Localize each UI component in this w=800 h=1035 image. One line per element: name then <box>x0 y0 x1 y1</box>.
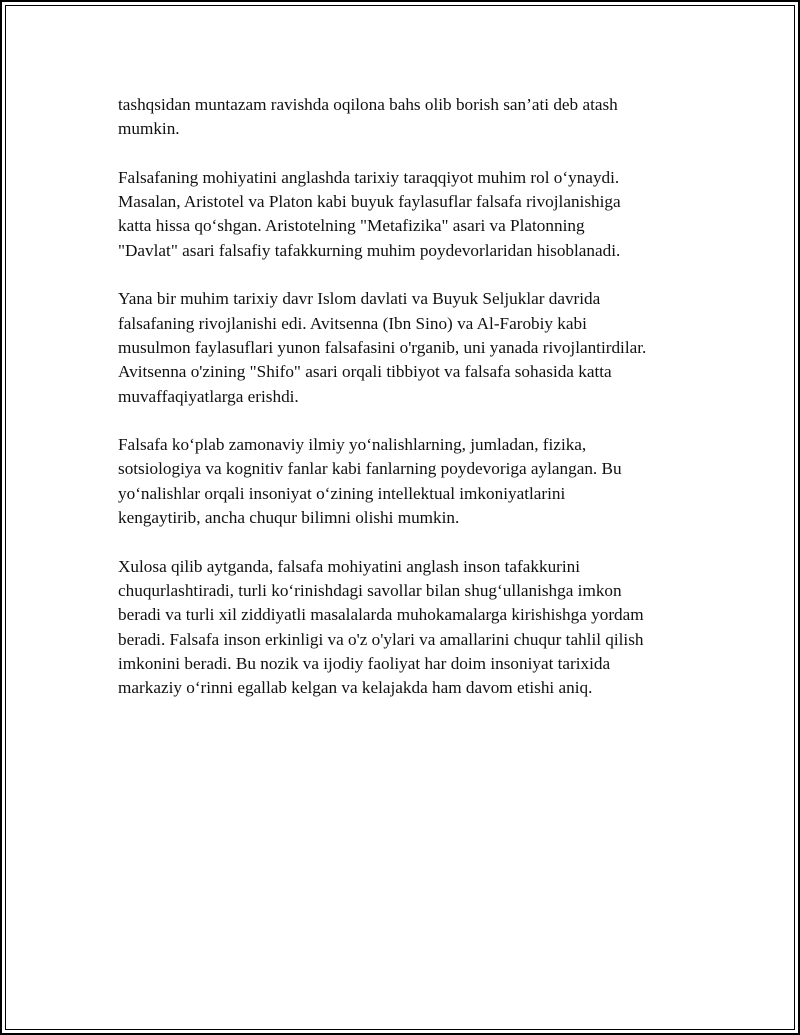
paragraph-1 <box>118 93 708 142</box>
text-line: musulmon faylasuflari yunon falsafasini o'rganib, uni yanada rivojlantirdilar. <box>118 337 647 357</box>
text-line: Falsafa ko‘plab zamonaviy ilmiy yo‘nalishlarning, jumladan, fizika, <box>118 435 587 455</box>
paragraph-4 <box>118 433 708 530</box>
text-line: chuqurlashtiradi, turli ko‘rinishdagi savollar bilan shug‘ullanishga imkon <box>118 580 622 600</box>
text-line: yo‘nalishlar orqali insoniyat o‘zining intellektual imkoniyatlarini <box>118 483 566 503</box>
text-line: beradi. Falsafa inson erkinligi va o'z o'ylari va amallarini chuqur tahlil qilish <box>118 629 644 649</box>
text-line: beradi va turli xil ziddiyatli masalalarda muhokamalarga kirishishga yordam <box>118 605 644 625</box>
text-line: imkonini beradi. Bu nozik va ijodiy faoliyat har doim insoniyat tarixida <box>118 653 611 673</box>
text-line: markaziy o‘rinni egallab kelgan va kelajakda ham davom etishi aniq. <box>118 678 593 698</box>
text-line: Avitsenna o'zining "Shifo" asari orqali tibbiyot va falsafa sohasida katta <box>118 362 612 382</box>
paragraph-5 <box>118 555 708 701</box>
paragraph-2 <box>118 166 708 263</box>
text-line: falsafaning rivojlanishi edi. Avitsenna (Ibn Sino) va Al-Farobiy kabi <box>118 313 587 333</box>
text-line: sotsiologiya va kognitiv fanlar kabi fanlarning poydevoriga aylangan. Bu <box>118 459 622 479</box>
text-line: muvaffaqiyatlarga erishdi. <box>118 386 299 406</box>
paragraph-3 <box>118 287 708 408</box>
text-line: Xulosa qilib aytganda, falsafa mohiyatini anglash inson tafakkurini <box>118 556 581 576</box>
text-line: "Davlat" asari falsafiy tafakkurning muhim poydevorlaridan hisoblanadi. <box>118 240 621 260</box>
text-line: Falsafaning mohiyatini anglashda tarixiy taraqqiyot muhim rol o‘ynaydi. <box>118 167 620 187</box>
text-line: kengaytirib, ancha chuqur bilimni olishi mumkin. <box>118 508 460 528</box>
text-line: Yana bir muhim tarixiy davr Islom davlati va Buyuk Seljuklar davrida <box>118 289 601 309</box>
text-line: katta hissa qo‘shgan. Aristotelning "Metafizika" asari va Platonning <box>118 216 585 236</box>
document-body <box>118 93 708 725</box>
text-line: tashqsidan muntazam ravishda oqilona bahs olib borish san’ati deb atash <box>118 95 618 114</box>
text-line: Masalan, Aristotel va Platon kabi buyuk faylasuflar falsafa rivojlanishiga <box>118 192 621 212</box>
text-line: mumkin. <box>118 119 180 139</box>
